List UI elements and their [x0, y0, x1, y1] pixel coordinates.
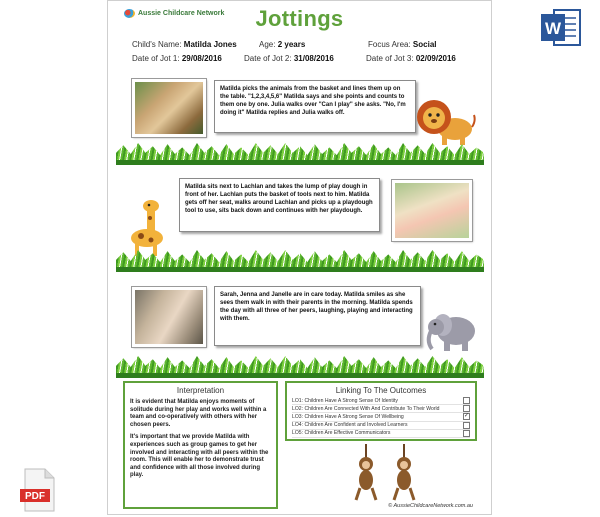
outcome-label: LO4: Children Are Confident and Involved Learners — [292, 422, 408, 429]
child-name-field — [132, 40, 237, 49]
jot1-text: Matilda picks the animals from the basket and lines them up on the table. "1,2,3,4,5,6" Matilda says and she points and counts to them one by one. Julia walks over "Can I play" she asks. "No, I'm doing it" Matilda replies and Julia walks off. — [220, 86, 406, 116]
monkeys-icon — [348, 444, 422, 504]
jot2-photo — [392, 180, 472, 241]
grass-border-3 — [116, 356, 484, 378]
brand-name: Aussie Childcare Network — [138, 10, 225, 17]
jot3-date-label: Date of Jot 3: — [366, 54, 414, 63]
pdf-document-icon[interactable] — [19, 468, 57, 512]
interpretation-title: Interpretation — [176, 386, 225, 395]
age-field — [259, 40, 305, 49]
jot1-date-value: 29/08/2016 — [181, 54, 222, 63]
outcome-checkbox[interactable] — [463, 430, 470, 437]
interpretation-paragraph: It is evident that Matilda enjoys moments of solitude during her play and works well within a team and co-operatively with others with her chosen peers. — [130, 399, 267, 428]
word-document-icon[interactable] — [540, 8, 582, 47]
jot2-date-label: Date of Jot 2: — [244, 54, 292, 63]
outcome-row — [292, 413, 470, 421]
child-name-label: Child's Name: — [132, 40, 182, 49]
jot2-date-field — [244, 54, 334, 63]
jot2-text: Matilda sits next to Lachlan and takes the lump of play dough in front of her. Lachlan puts the basket of tools next to him. Matilda gets off her seat, walks around Lachlan and picks up a playdough tool to use, sits back down and continues with her playdough. — [185, 184, 373, 214]
outcomes-list — [292, 397, 470, 438]
jot1-date-field — [132, 54, 222, 63]
outcome-checkbox[interactable] — [463, 405, 470, 412]
jot3-card — [214, 286, 421, 346]
outcome-checkbox[interactable]: ✓ — [464, 413, 470, 420]
outcome-label: LO2: Children Are Connected With And Contribute To Their World — [292, 405, 440, 412]
outcome-row — [292, 405, 470, 413]
jot3-date-field — [366, 54, 456, 63]
outcome-checkbox[interactable] — [463, 397, 470, 404]
outcome-row — [292, 422, 470, 430]
elephant-icon — [426, 307, 480, 355]
age-label: Age: — [259, 40, 276, 49]
jot1-card — [214, 80, 416, 133]
jot3-date-value: 02/09/2016 — [415, 54, 456, 63]
interpretation-box — [123, 381, 278, 509]
word-letter: W — [544, 19, 562, 38]
outcome-checkbox[interactable] — [463, 422, 470, 429]
jot3-text: Sarah, Jenna and Janelle are in care today. Matilda smiles as she sees them walk in with their parents in the morning. Matilda spends the day with all three of her peers, laughing, playing and interacting with them. — [220, 292, 413, 322]
outcome-label: LO5: Children Are Effective Communicators — [292, 430, 391, 437]
jot1-photo — [132, 79, 206, 137]
jot1-date-label: Date of Jot 1: — [132, 54, 180, 63]
interpretation-paragraph: It's important that we provide Matilda with experiences such as group games to get her involved and interacting with all peers within the room. This will enable her to demonstrate trust and confidence with all those involved during play. — [130, 434, 269, 479]
focus-area-value: Social — [412, 40, 437, 49]
lion-icon — [414, 93, 476, 147]
document-title: Jottings — [255, 6, 344, 31]
giraffe-icon — [125, 200, 173, 258]
focus-area-label: Focus Area: — [368, 40, 411, 49]
outcomes-title: Linking To The Outcomes — [335, 386, 427, 395]
copyright-footer: © AussieChildcareNetwork.com.au — [388, 503, 473, 509]
age-value: 2 years — [277, 40, 306, 49]
outcome-row — [292, 430, 470, 438]
outcome-row — [292, 397, 470, 405]
jot2-card — [179, 178, 380, 232]
outcomes-box — [285, 381, 477, 441]
outcome-label: LO1: Children Have A Strong Sense Of Identity — [292, 397, 398, 404]
focus-area-field — [368, 40, 437, 49]
jot3-photo — [132, 287, 206, 347]
outcome-label: LO3: Children Have A Strong Sense Of Wellbeing — [292, 413, 404, 420]
child-name-value: Matilda Jones — [183, 40, 237, 49]
pdf-label: PDF — [25, 491, 45, 502]
jottings-document — [107, 0, 492, 515]
jot2-date-value: 31/08/2016 — [293, 54, 334, 63]
